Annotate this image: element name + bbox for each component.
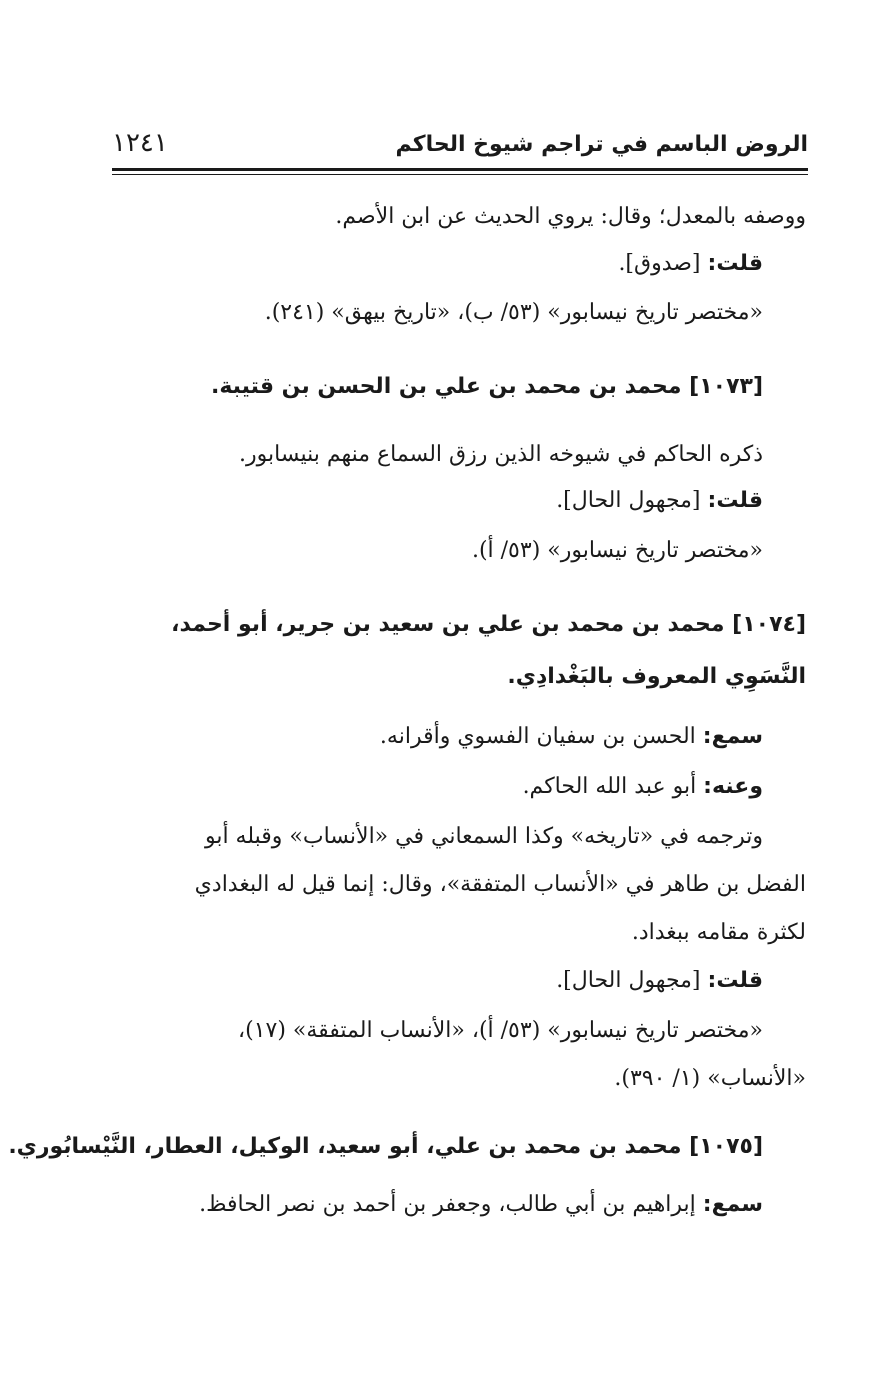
heard-label: سمع: [702, 1192, 763, 1217]
verdict-line [103, 484, 763, 518]
text-line: لكثرة مقامه ببغداد. [631, 920, 806, 945]
text-line: الفضل بن طاهر في «الأنساب المتفقة»، وقال: إنما قيل له البغدادي [194, 872, 806, 897]
entry-heading-1073: [١٠٧٣] محمد بن محمد بن علي بن الحسن بن قتيبة. [210, 374, 763, 399]
verdict-text: [مجهول الحال]. [556, 968, 708, 993]
source-citation-cont: «الأنساب» (١/ ٣٩٠). [614, 1066, 806, 1091]
text-line: ذكره الحاكم في شيوخه الذين رزق السماع منهم بنيسابور. [239, 442, 763, 467]
entry-heading-1074: [١٠٧٤] محمد بن محمد بن علي بن سعيد بن جرير، أبو أحمد، [171, 612, 806, 637]
text-line: ووصفه بالمعدل؛ وقال: يروي الحديث عن ابن الأصم. [335, 204, 806, 229]
heard-label: سمع: [702, 724, 763, 749]
heard-from-line [103, 720, 763, 754]
narrated-label: وعنه: [703, 774, 763, 799]
verdict-label: قلت: [707, 968, 763, 993]
verdict-text: [صدوق]. [618, 251, 708, 276]
narrated-text: أبو عبد الله الحاكم. [522, 774, 704, 799]
entry-heading-1074-cont: النَّسَوِي المعروف بالبَغْدادِي. [507, 664, 806, 689]
heard-from-line [103, 1188, 763, 1222]
entry-heading-1075: [١٠٧٥] محمد بن محمد بن علي، أبو سعيد، الوكيل، العطار، النَّيْسابُوري. [8, 1134, 763, 1159]
header-rule-thin [112, 174, 808, 175]
header-rule-thick [112, 168, 808, 171]
verdict-line [103, 247, 763, 281]
verdict-label: قلت: [707, 488, 763, 513]
heard-text: إبراهيم بن أبي طالب، وجعفر بن أحمد بن نصر الحافظ. [199, 1192, 703, 1217]
text-line: وترجمه في «تاريخه» وكذا السمعاني في «الأنساب» وقبله أبو [204, 824, 763, 849]
verdict-label: قلت: [707, 251, 763, 276]
page-number: ١٢٤١ [112, 128, 168, 158]
book-title: الروض الباسم في تراجم شيوخ الحاكم [395, 132, 808, 157]
heard-text: الحسن بن سفيان الفسوي وأقرانه. [379, 724, 703, 749]
verdict-line [103, 964, 763, 998]
source-citation: «مختصر تاريخ نيسابور» (٥٣/ أ). [471, 538, 763, 563]
running-header [112, 128, 808, 168]
narrated-by-line [103, 770, 763, 804]
source-citation: «مختصر تاريخ نيسابور» (٥٣/ ب)، «تاريخ بيهق» (٢٤١). [264, 300, 763, 325]
verdict-text: [مجهول الحال]. [556, 488, 708, 513]
source-citation: «مختصر تاريخ نيسابور» (٥٣/ أ)، «الأنساب المتفقة» (١٧)، [237, 1018, 763, 1043]
